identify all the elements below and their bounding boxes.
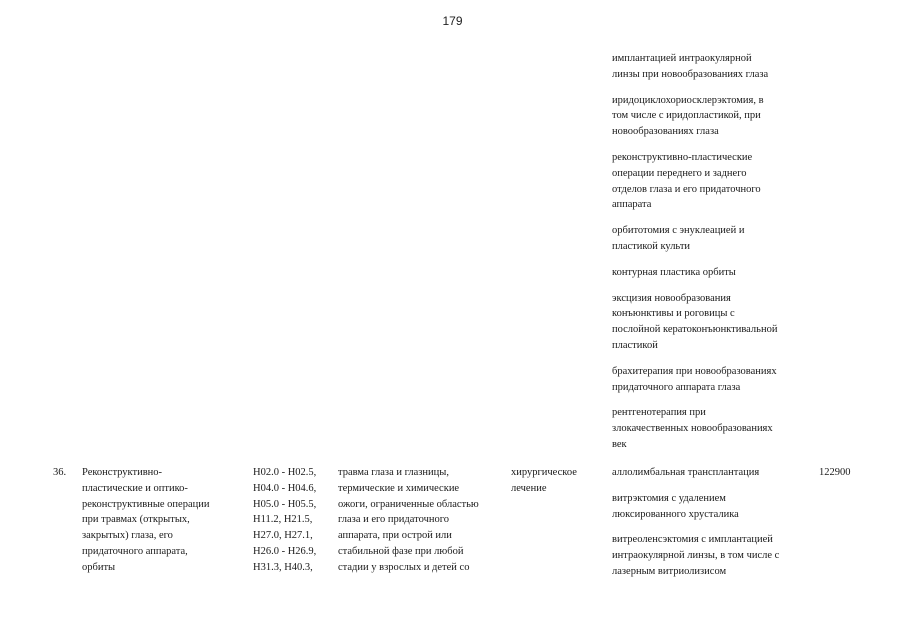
row-number: 36.	[53, 467, 67, 478]
page-number: 179	[442, 14, 463, 28]
row-patient-model: травма глаза и глазницы, термические и химические ожоги, ограниченные областью глаза и его придаточного аппарата, при острой или стабильной фазе при любой стадии у взрослых и детей со	[338, 467, 479, 573]
method-item: брахитерапия при новообразованиях придаточного аппарата глаза	[612, 365, 777, 393]
method-item: контурная пластика орбиты	[612, 266, 736, 278]
continued-methods-list	[612, 51, 812, 463]
method-item: эксцизия новообразования конъюнктивы и роговицы с послойной кератоконъюнктивальной пластикой	[612, 292, 778, 351]
method-item: рентгенотерапия при злокачественных новообразованиях век	[612, 407, 773, 450]
method-item: орбитотомия с энуклеацией и пластикой культи	[612, 225, 745, 252]
row-title: Реконструктивно- пластические и оптико- реконструктивные операции при травмах (открытых, закрытых) глаза, его придаточного аппарата, орбиты	[82, 467, 210, 573]
row-icd-codes: H02.0 - H02.5, H04.0 - H04.6, H05.0 - H05.5, H11.2, H21.5, H27.0, H27.1, H26.0 - H26.9, H31.3, H40.3,	[253, 467, 317, 573]
method-item: иридоциклохориосклерэктомия, в том числе с иридопластикой, при новообразованиях глаза	[612, 94, 764, 138]
method-item: витрэктомия с удалением люксированного хрусталика	[612, 492, 739, 520]
method-item: имплантацией интраокулярной линзы при новообразованиях глаза	[612, 53, 769, 80]
method-item: реконструктивно-пластические операции переднего и заднего отделов глаза и его придаточного аппарата	[612, 151, 761, 211]
method-item: витреоленсэктомия с имплантацией интраокулярной линзы, в том числе с лазерным витриолизисом	[612, 534, 780, 577]
method-item: аллолимбальная трансплантация	[612, 467, 760, 478]
row-methods-list	[612, 465, 812, 590]
row-treatment-type: хирургическое лечение	[511, 467, 577, 494]
row-cost: 122900	[819, 467, 851, 478]
